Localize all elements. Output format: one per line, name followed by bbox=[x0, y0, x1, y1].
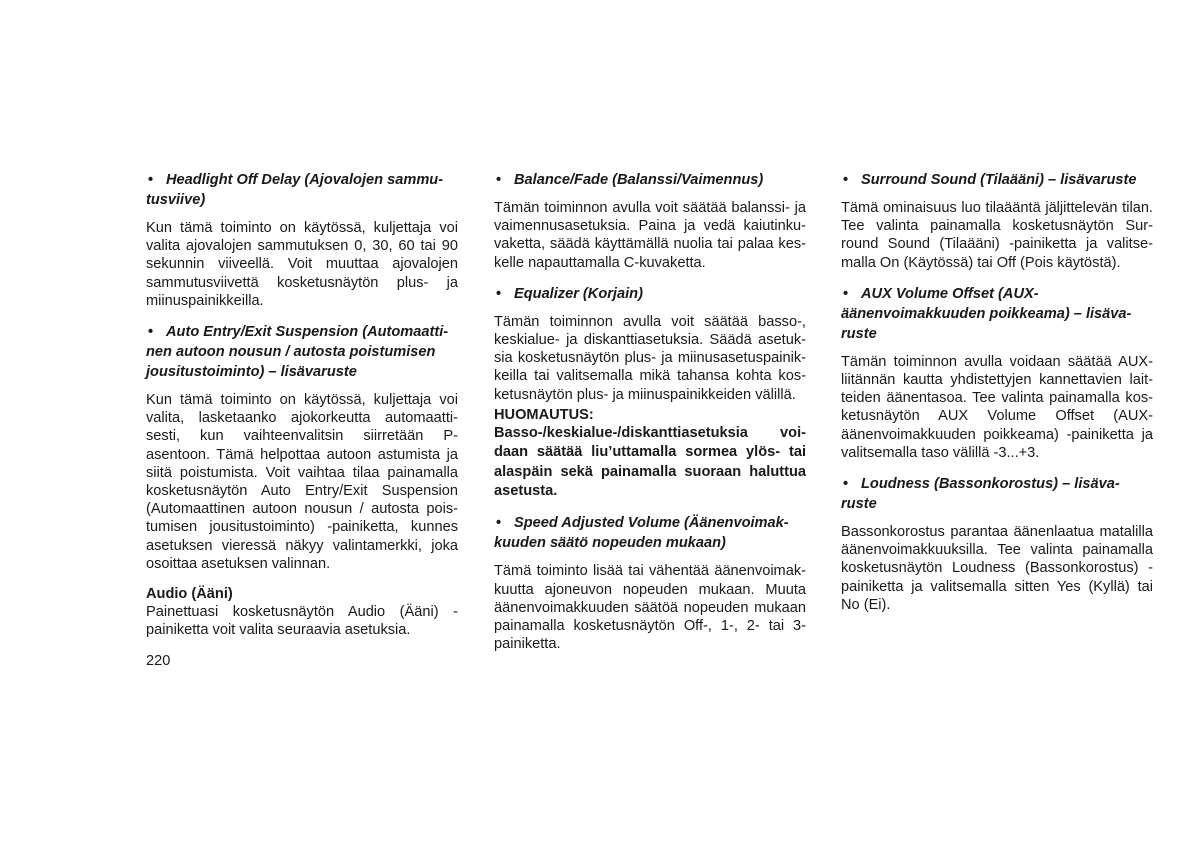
heading-speed-adjusted-volume: • Speed Adjusted Volume (Äänenvoimak- kuuden säätö nopeuden mukaan) bbox=[494, 515, 789, 552]
heading-headlight-off-delay: • Headlight Off Delay (Ajovalojen sammu- tusviive) bbox=[146, 172, 444, 208]
heading-aux-volume-offset: • AUX Volume Offset (AUX- äänenvoimakkuuden poikkeama) – lisäva- ruste bbox=[841, 285, 1132, 342]
heading-equalizer: • Equalizer (Korjain) bbox=[496, 285, 643, 302]
paragraph-surround-sound: Tämä ominaisuus luo tilaääntä jäljittelevän tilan. Tee valinta painamalla kosketusnäytön Sur- round Sound (Tilaääni) -painiketta ja valitse- malla On (Käytössä) tai Off (Pois käytöstä). bbox=[841, 200, 1153, 271]
paragraph-audio: Painettuasi kosketusnäytön Audio (Ääni) -painiketta voit valita seuraavia asetuksia. bbox=[146, 604, 458, 639]
bullet-icon: • bbox=[496, 515, 502, 532]
bullet-icon: • bbox=[496, 285, 502, 302]
bullet-icon: • bbox=[843, 285, 849, 302]
heading-balance-fade: • Balance/Fade (Balanssi/Vaimennus) bbox=[496, 172, 764, 188]
column-middle bbox=[494, 170, 806, 665]
paragraph-auto-entry-exit-suspension: Kun tämä toiminto on käytössä, kuljettaja voi valita, lasketaanko ajokorkeutta automaatti- sesti, kun vaihteenvalitsin siirretään P-asentoon. Tämä helpottaa autoon astumista ja siitä poistumista. Voit vaihtaa tilaa painamalla kosketusnäytön Auto Entry/Exit Suspension (Automaattinen autoon nousun / autosta pois- tumisen jousitustoiminto) -painiketta, kunnes asetuksen vieressä näkyy valintamerkki, joka osoittaa asetuksen valinnan. bbox=[146, 392, 458, 572]
bullet-icon: • bbox=[148, 324, 154, 341]
column-right bbox=[841, 170, 1153, 626]
note-text: Basso-/keskialue-/diskanttiasetuksia voi- daan säätää liu’uttamalla sormea ylös- tai alaspäin sekä painamalla suoraan haluttua asetusta. bbox=[494, 424, 806, 500]
paragraph-speed-adjusted-volume: Tämä toiminto lisää tai vähentää äänenvoimak- kuutta ajoneuvon nopeuden mukaan. Muuta äänenvoimakkuuden säätöä nopeuden mukaan painamalla kosketusnäytön Off-, 1-, 2- tai 3-painiketta. bbox=[494, 563, 806, 653]
bullet-icon: • bbox=[148, 172, 154, 188]
paragraph-balance-fade: Tämän toiminnon avulla voit säätää balanssi- ja vaimennusasetuksia. Paina ja vedä kaiutinku- vaketta, säädä käyttämällä nuolia tai palaa kes- kelle napauttamalla C-kuvaketta. bbox=[494, 200, 806, 271]
heading-audio: Audio (Ääni) bbox=[146, 586, 233, 603]
bullet-icon: • bbox=[496, 172, 502, 188]
heading-surround-sound: • Surround Sound (Tilaääni) – lisävaruste bbox=[843, 172, 1137, 188]
heading-loudness: • Loudness (Bassonkorostus) – lisäva- ruste bbox=[841, 476, 1120, 513]
page-number: 220 bbox=[146, 653, 171, 669]
note-label: HUOMAUTUS: bbox=[494, 406, 594, 423]
bullet-icon: • bbox=[843, 476, 849, 493]
paragraph-aux-volume-offset: Tämän toiminnon avulla voidaan säätää AUX- liitännän kautta yhdistettyjen kannettavien lait- teiden äänentasoa. Tee valinta painamalla kos- ketusnäytön AUX Volume Offset (AUX- äänenvoimakkuuden poikkeama) -painiketta ja valitsemalla taso välillä -3...+3. bbox=[841, 353, 1153, 461]
heading-auto-entry-exit-suspension: • Auto Entry/Exit Suspension (Automaatti- nen autoon nousun / autosta poistumisen jousitustoiminto) – lisävaruste bbox=[146, 324, 449, 381]
paragraph-equalizer: Tämän toiminnon avulla voit säätää basso-, keskialue- ja diskanttiasetuksia. Säädä asetuk- sia kosketusnäytön plus- ja miinusasetuspainik- keilla tai valitsemalla mikä tahansa kohta kos- ketusnäytön plus- ja miinuspainikkeiden välillä. bbox=[494, 313, 806, 403]
bullet-icon: • bbox=[843, 172, 849, 188]
column-left bbox=[146, 170, 458, 651]
paragraph-headlight-off-delay: Kun tämä toiminto on käytössä, kuljettaja voi valita ajovalojen sammutuksen 0, 30, 60 tai 90 sekunnin viiveellä. Voit muuttaa ajovalojen sammutusviivettä kosketusnäytön plus- ja miinuspainikkeilla. bbox=[146, 220, 458, 309]
paragraph-loudness: Bassonkorostus parantaa äänenlaatua matalilla äänenvoimakkuuksilla. Tee valinta painamalla kosketusnäytön Loudness (Bassonkorostus) -painiketta ja valitsemalla sitten Yes (Kyllä) tai No (Ei). bbox=[841, 524, 1153, 613]
